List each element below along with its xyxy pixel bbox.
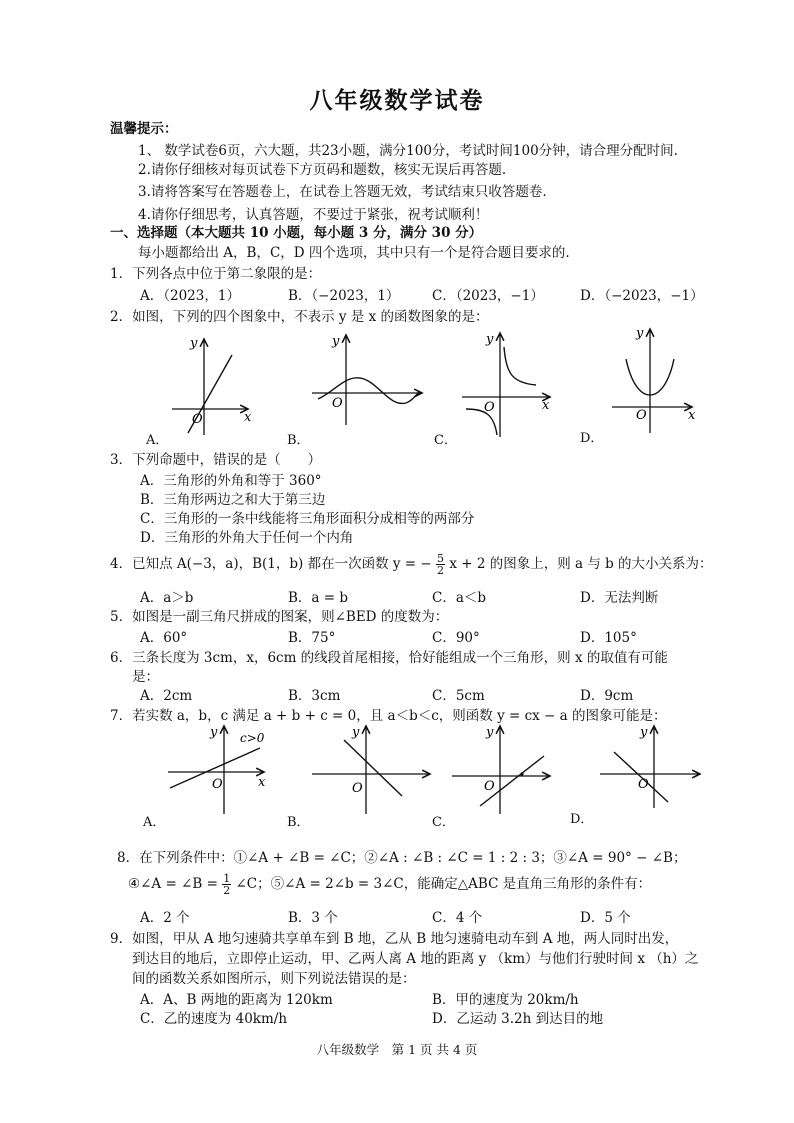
q2-graph-a	[172, 336, 252, 435]
q7-label-d: D．	[570, 812, 594, 827]
q7-annotation: c>0	[240, 731, 265, 745]
svg-text:y: y	[636, 326, 644, 341]
svg-text:O: O	[332, 396, 343, 411]
q4-option-d: D．无法判断	[580, 590, 659, 606]
page-footer: 八年级数学 第 1 页 共 4 页	[316, 1042, 478, 1057]
q5-option-d: D．105°	[580, 630, 637, 646]
q6-option-d: D．9cm	[580, 688, 634, 704]
question-1-stem: 1．下列各点中位于第二象限的是：	[110, 266, 322, 282]
svg-text:x: x	[244, 410, 252, 425]
question-2-stem: 2．如图，下列的四个图象中，不表示 y 是 x 的函数图象的是：	[110, 309, 489, 325]
svg-text:x: x	[542, 398, 550, 413]
q4-option-c: C．a＜b	[432, 590, 487, 606]
section-heading: 一、选择题（本大题共 10 小题，每小题 3 分，满分 30 分）	[110, 225, 483, 241]
tip-item: 4.请你仔细思考，认真答题，不要过于紧张，祝考试顺利！	[138, 207, 489, 223]
svg-text:y: y	[486, 332, 494, 347]
q8-option-b: B．3 个	[288, 910, 338, 926]
q1-option-b: B．（−2023，1）	[288, 288, 400, 304]
q3-option-c: C．三角形的一条中线能将三角形面积分成相等的两部分	[140, 511, 475, 527]
question-9-stem: 9．如图，甲从 A 地匀速骑共享单车到 B 地，乙从 B 地匀速骑电动车到 A 地，两人同时出发，	[110, 931, 679, 947]
q9-option-b: B．甲的速度为 20km/h	[432, 992, 579, 1008]
q1-option-a: A．（2023，1）	[140, 288, 240, 304]
q7-label-b: B．	[287, 815, 310, 830]
q2-label-d: D．	[580, 431, 604, 446]
q2-graph-c	[462, 332, 550, 437]
question-7-stem: 7．若实数 a，b，c 满足 a + b + c = 0，且 a＜b＜c，则函数 y = cx − a 的图象可能是：	[110, 708, 667, 724]
q5-option-b: B．75°	[288, 630, 336, 646]
svg-text:y: y	[640, 725, 648, 740]
q5-option-a: A．60°	[140, 630, 188, 646]
q2-label-a: A．	[146, 433, 169, 448]
question-9-stem-cont2: 间的函数关系如图所示，则下列说法错误的是：	[132, 971, 416, 987]
svg-text:O: O	[484, 779, 495, 794]
question-3-stem: 3．下列命题中，错误的是（ ）	[110, 452, 322, 468]
q2-graph-b	[312, 334, 422, 425]
q9-option-a: A．A、B 两地的距离为 120km	[140, 992, 333, 1008]
svg-text:x: x	[688, 408, 696, 423]
svg-text:y: y	[190, 336, 198, 351]
q8-option-c: C．4 个	[432, 910, 483, 926]
svg-text:O: O	[192, 412, 203, 427]
q8-option-a: A．2 个	[140, 910, 190, 926]
q4-option-b: B．a = b	[288, 590, 349, 606]
svg-text:x: x	[258, 775, 266, 790]
q4-option-a: A．a＞b	[140, 590, 194, 606]
q2-graph-d	[612, 326, 696, 433]
svg-text:O: O	[638, 777, 649, 792]
svg-text:O: O	[484, 400, 495, 415]
q9-option-c: C．乙的速度为 40km/h	[140, 1011, 288, 1027]
tips-heading: 温馨提示：	[110, 121, 178, 137]
question-5-stem: 5．如图是一副三角尺拼成的图案，则∠BED 的度数为：	[110, 609, 449, 625]
q6-option-c: C．5cm	[432, 688, 485, 704]
q2-graphs	[140, 325, 780, 445]
q6-option-b: B．3cm	[288, 688, 341, 704]
q8-option-d: D．5 个	[580, 910, 631, 926]
question-8-stem: 8．在下列条件中：①∠A + ∠B = ∠C；②∠A : ∠B : ∠C = 1 : 2 : 3；③∠A = 90° − ∠B；	[117, 850, 687, 866]
question-6-stem: 6．三条长度为 3cm，x，6cm 的线段首尾相接，恰好能组成一个三角形，则 x 的取值有可能	[110, 650, 668, 666]
question-9-stem-cont: 到达目的地后，立即停止运动，甲、乙两人离 A 地的距离 y （km）与他们行驶时间 x （h）之	[132, 951, 699, 967]
q7-graph-a	[168, 725, 266, 814]
q7-graph-b	[312, 725, 430, 814]
q3-option-a: A．三角形的外角和等于 360°	[140, 473, 322, 489]
q7-label-a: A．	[143, 815, 166, 830]
tip-item: 3.请将答案写在答题卷上，在试卷上答题无效，考试结束只收答题卷.	[138, 184, 547, 200]
q7-graph-d	[600, 725, 700, 808]
q2-label-c: C．	[434, 433, 457, 448]
svg-text:y: y	[352, 725, 360, 740]
section-note: 每小题都给出 A，B，C，D 四个选项，其中只有一个是符合题目要求的.	[138, 245, 570, 261]
q3-option-d: D．三角形的外角大于任何一个内角	[140, 530, 354, 546]
q1-option-d: D．（−2023，−1）	[580, 288, 704, 304]
question-8-stem-cont: ④∠A = ∠B = $\frac{1}{2}$ ∠C；⑤∠A = 2∠b = 3∠C，能确定△ABC 是直角三角形的条件有：	[128, 872, 652, 897]
tip-item: 2.请你仔细核对每页试卷下方页码和题数，核实无误后再答题.	[138, 162, 507, 178]
svg-text:y: y	[210, 725, 218, 740]
q7-graphs	[140, 722, 780, 818]
page-title: 八年级数学试卷	[309, 87, 485, 114]
tip-item: 1、 数学试卷6页，六大题，共23小题，满分100分，考试时间100分钟，请合理分配时间.	[138, 143, 678, 159]
q7-label-c: C．	[432, 815, 455, 830]
q5-option-c: C．90°	[432, 630, 480, 646]
svg-text:O: O	[352, 781, 363, 796]
q7-graph-c	[452, 725, 550, 814]
svg-text:y: y	[486, 725, 494, 740]
svg-text:O: O	[636, 408, 647, 423]
question-6-stem-cont: 是：	[132, 669, 159, 685]
q6-option-a: A．2cm	[140, 688, 193, 704]
question-4-stem: 4．已知点 A(−3，a)，B(1，b) 都在一次函数 y = − $\frac{5}{2}$ x + 2 的图象上，则 a 与 b 的大小关系为：	[110, 552, 713, 577]
q9-option-d: D．乙运动 3.2h 到达目的地	[432, 1011, 604, 1027]
svg-text:O: O	[212, 777, 223, 792]
svg-text:y: y	[332, 334, 340, 349]
q2-label-b: B．	[287, 433, 310, 448]
q1-option-c: C．（2023，−1）	[432, 288, 544, 304]
q3-option-b: B．三角形两边之和大于第三边	[140, 492, 326, 508]
